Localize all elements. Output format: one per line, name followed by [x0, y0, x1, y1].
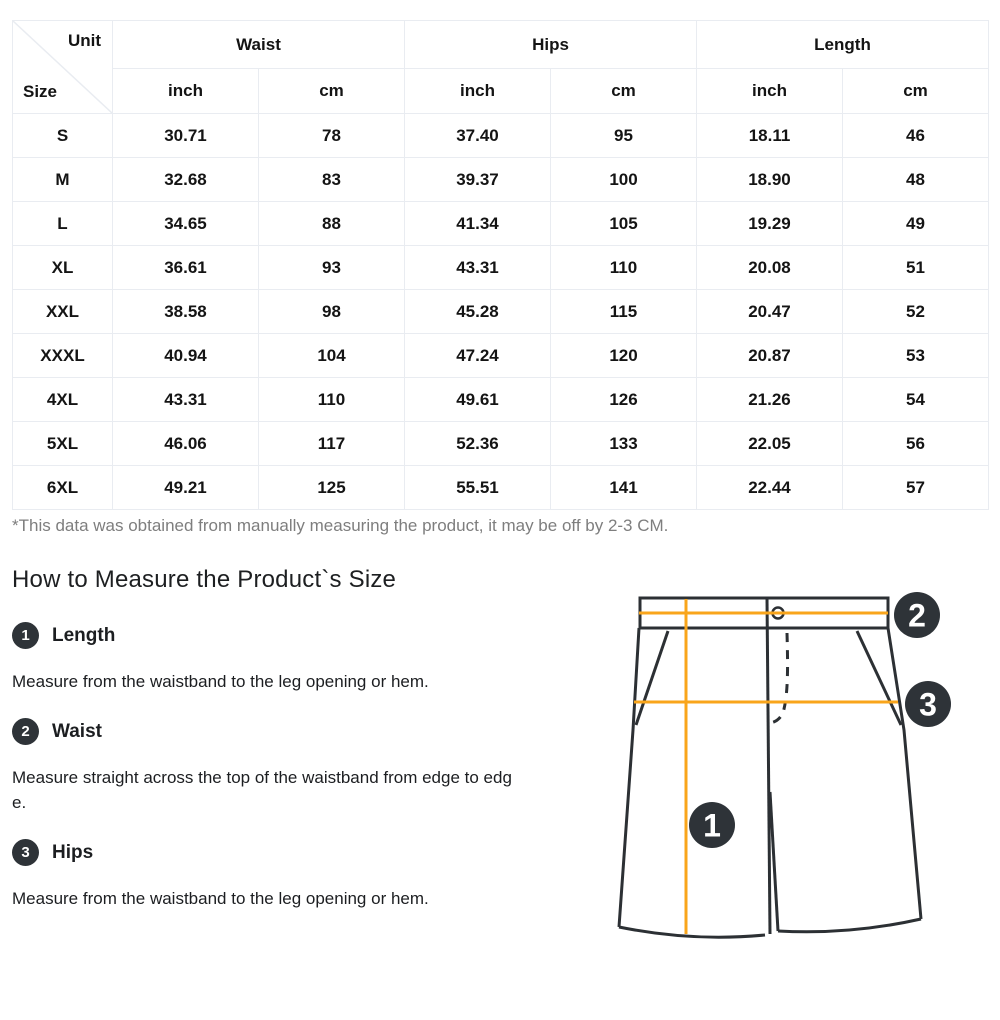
measurement-cell: 125 [259, 466, 405, 510]
measurement-cell: 52 [843, 290, 989, 334]
size-label-cell: XL [13, 246, 113, 290]
step-label: Length [52, 624, 116, 646]
left-hem [619, 927, 765, 937]
measurement-cell: 53 [843, 334, 989, 378]
measurement-cell: 37.40 [405, 114, 551, 158]
table-row [13, 466, 989, 510]
measurement-cell: 48 [843, 158, 989, 202]
measurement-cell: 78 [259, 114, 405, 158]
table-row [13, 422, 989, 466]
diagram-badge-1-number: 1 [703, 807, 721, 844]
measurement-cell: 55.51 [405, 466, 551, 510]
measurement-disclaimer: *This data was obtained from manually measuring the product, it may be off by 2-3 CM. [12, 516, 669, 535]
measurement-cell: 30.71 [113, 114, 259, 158]
how-to-measure-title: How to Measure the Product`s Size [12, 566, 397, 593]
unit-header: inch [113, 69, 259, 114]
measurement-cell: 110 [551, 246, 697, 290]
step-description: Measure from the waistband to the leg opening or hem. [12, 889, 429, 908]
measurement-cell: 22.44 [697, 466, 843, 510]
table-row [13, 158, 989, 202]
diagram-badge-2-number: 2 [908, 597, 926, 634]
measurement-cell: 115 [551, 290, 697, 334]
table-row [13, 334, 989, 378]
measurement-cell: 18.90 [697, 158, 843, 202]
measurement-cell: 51 [843, 246, 989, 290]
size-label-cell: 5XL [13, 422, 113, 466]
size-table-body [13, 114, 989, 510]
step-length [12, 622, 520, 694]
measurement-cell: 20.08 [697, 246, 843, 290]
measurement-cell: 34.65 [113, 202, 259, 246]
center-seam [767, 598, 770, 934]
size-label-cell: XXL [13, 290, 113, 334]
size-label-cell: 6XL [13, 466, 113, 510]
measurement-cell: 49.21 [113, 466, 259, 510]
measurement-cell: 120 [551, 334, 697, 378]
step-3-badge: 3 [12, 839, 39, 866]
size-label-cell: XXXL [13, 334, 113, 378]
shorts-outline [619, 598, 921, 937]
measurement-cell: 47.24 [405, 334, 551, 378]
step-hips [12, 839, 520, 911]
unit-header: cm [259, 69, 405, 114]
corner-cell [13, 21, 113, 114]
unit-header: inch [405, 69, 551, 114]
left-outer-edge [619, 628, 639, 927]
group-header-waist: Waist [113, 21, 405, 69]
size-chart-page [0, 20, 1000, 986]
measurement-cell: 32.68 [113, 158, 259, 202]
step-label: Hips [52, 841, 94, 863]
step-1-badge: 1 [12, 622, 39, 649]
measurement-cell: 38.58 [113, 290, 259, 334]
size-label-cell: 4XL [13, 378, 113, 422]
table-unit-header-row [13, 69, 989, 114]
measurement-cell: 105 [551, 202, 697, 246]
measurement-cell: 46 [843, 114, 989, 158]
step-description: Measure straight across the top of the waistband from edge to edge. [12, 768, 512, 812]
measurement-cell: 88 [259, 202, 405, 246]
measurement-cell: 36.61 [113, 246, 259, 290]
table-row [13, 378, 989, 422]
left-pocket-line [636, 631, 668, 725]
measurement-cell: 141 [551, 466, 697, 510]
measurement-cell: 43.31 [405, 246, 551, 290]
measurement-cell: 93 [259, 246, 405, 290]
measurement-cell: 19.29 [697, 202, 843, 246]
measurement-cell: 54 [843, 378, 989, 422]
table-row [13, 246, 989, 290]
measurement-cell: 126 [551, 378, 697, 422]
measurement-cell: 39.37 [405, 158, 551, 202]
measurement-cell: 40.94 [113, 334, 259, 378]
how-to-measure-section [12, 566, 1000, 986]
group-header-length: Length [697, 21, 989, 69]
step-header [12, 839, 520, 866]
step-2-badge: 2 [12, 718, 39, 745]
table-group-header-row [13, 21, 989, 69]
measurement-cell: 22.05 [697, 422, 843, 466]
right-outer-edge [888, 628, 921, 919]
size-label-cell: M [13, 158, 113, 202]
measurement-cell: 98 [259, 290, 405, 334]
fly-dashed-line [770, 633, 788, 723]
measurement-cell: 133 [551, 422, 697, 466]
measurement-cell: 20.87 [697, 334, 843, 378]
step-header [12, 622, 520, 649]
measurement-cell: 18.11 [697, 114, 843, 158]
step-waist [12, 718, 520, 815]
unit-header: cm [551, 69, 697, 114]
right-hem [778, 919, 921, 932]
unit-header: cm [843, 69, 989, 114]
step-label: Waist [52, 720, 102, 742]
measure-steps-list [12, 622, 520, 911]
measurement-cell: 49 [843, 202, 989, 246]
measurement-cell: 21.26 [697, 378, 843, 422]
measurement-cell: 104 [259, 334, 405, 378]
size-label-cell: L [13, 202, 113, 246]
step-description: Measure from the waistband to the leg opening or hem. [12, 672, 429, 691]
corner-label-unit: Unit [67, 31, 101, 50]
table-row [13, 114, 989, 158]
measurement-cell: 83 [259, 158, 405, 202]
size-label-cell: S [13, 114, 113, 158]
shorts-diagram-svg [600, 557, 956, 941]
measurement-cell: 43.31 [113, 378, 259, 422]
measurement-cell: 49.61 [405, 378, 551, 422]
unit-header: inch [697, 69, 843, 114]
measurement-cell: 100 [551, 158, 697, 202]
measurement-cell: 46.06 [113, 422, 259, 466]
step-header [12, 718, 520, 745]
measurement-cell: 52.36 [405, 422, 551, 466]
measurement-cell: 41.34 [405, 202, 551, 246]
table-row [13, 202, 989, 246]
size-table [12, 20, 989, 510]
shorts-measurement-diagram [600, 557, 956, 941]
group-header-hips: Hips [405, 21, 697, 69]
measurement-cell: 95 [551, 114, 697, 158]
measurement-cell: 56 [843, 422, 989, 466]
measurement-cell: 117 [259, 422, 405, 466]
measurement-cell: 110 [259, 378, 405, 422]
table-row [13, 290, 989, 334]
measurement-cell: 20.47 [697, 290, 843, 334]
measurement-cell: 45.28 [405, 290, 551, 334]
measurement-cell: 57 [843, 466, 989, 510]
diagram-badge-3-number: 3 [919, 686, 937, 723]
corner-label-size: Size [23, 82, 58, 101]
